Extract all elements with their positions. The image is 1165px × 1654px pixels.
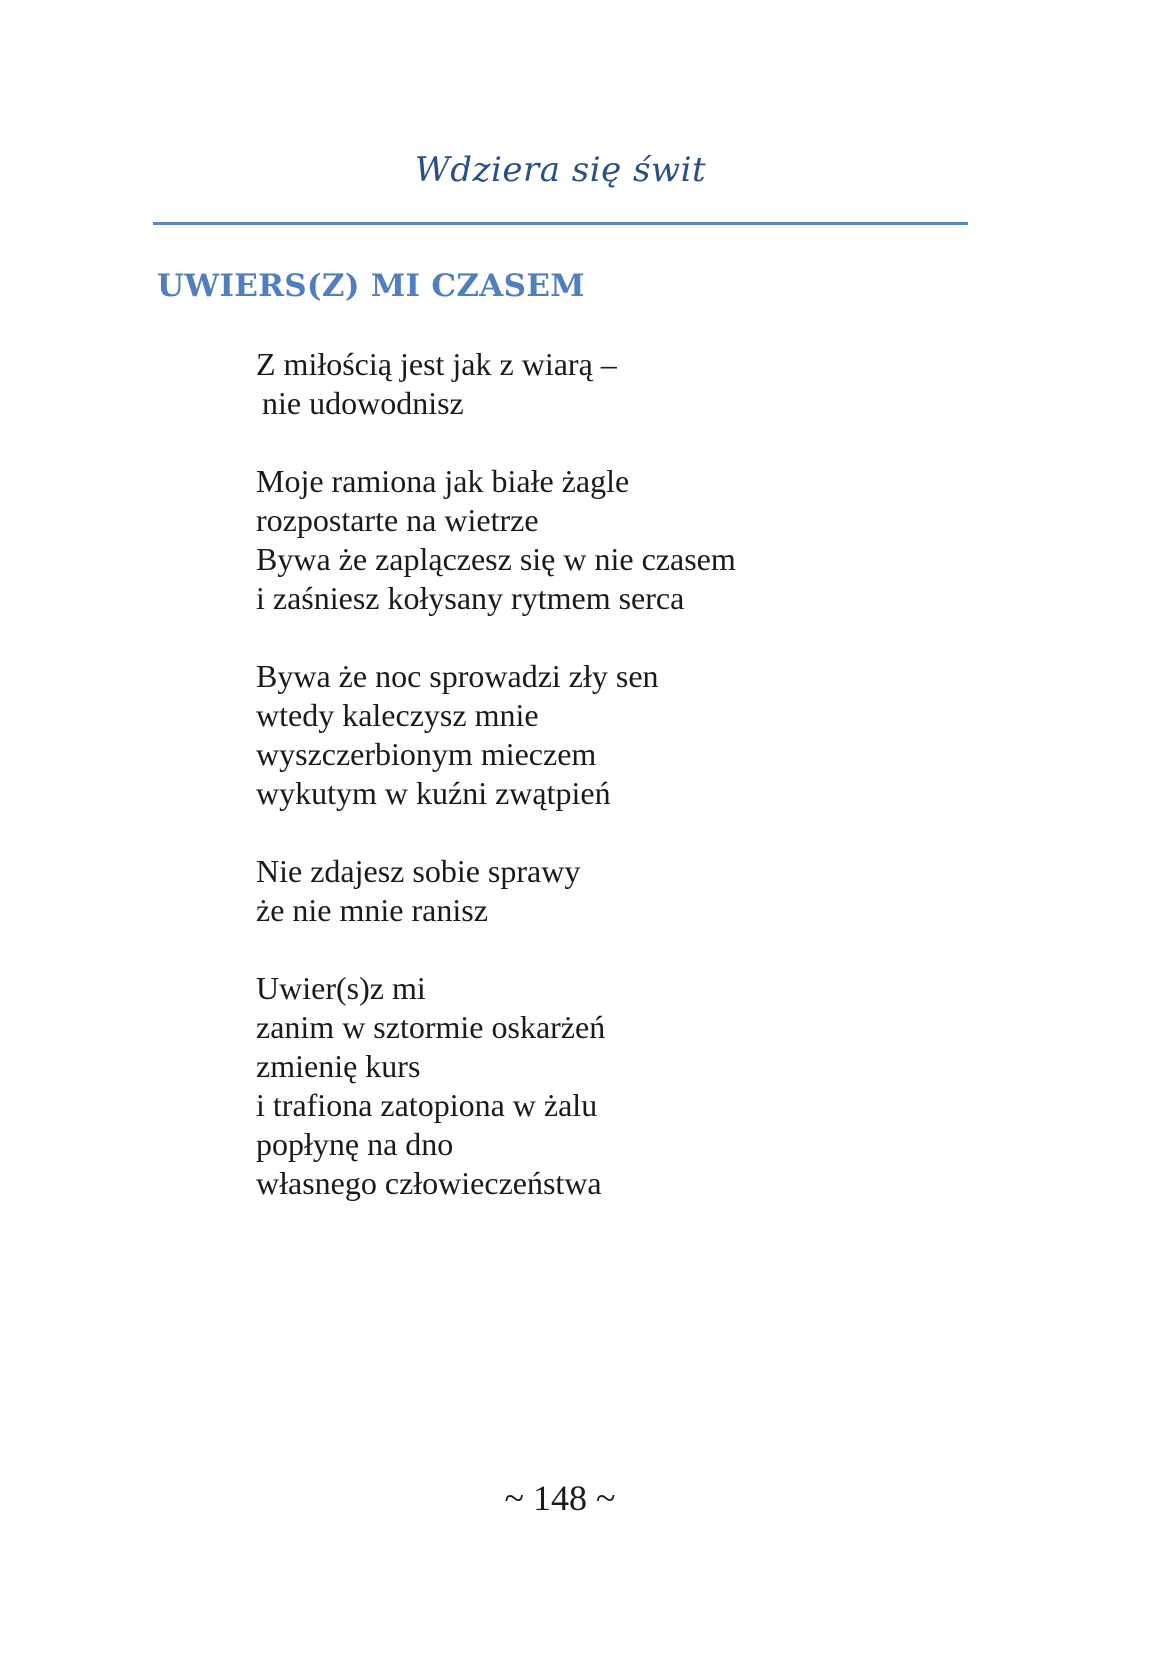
poem-line: Nie zdajesz sobie sprawy bbox=[256, 853, 581, 889]
poem-line: i zaśniesz kołysany rytmem serca bbox=[256, 580, 685, 616]
stanza bbox=[256, 462, 736, 618]
poem-line: i trafiona zatopiona w żalu bbox=[256, 1087, 598, 1123]
poem-line: zmienię kurs bbox=[256, 1048, 421, 1084]
poem-line: wtedy kaleczysz mnie bbox=[256, 697, 539, 733]
poem-line: własnego człowieczeństwa bbox=[256, 1165, 602, 1201]
page-number: ~ 148 ~ bbox=[504, 1478, 616, 1518]
poem-line: Uwier(s)z mi bbox=[256, 970, 426, 1006]
stanza bbox=[256, 345, 736, 423]
poem-line: zanim w sztormie oskarżeń bbox=[256, 1009, 606, 1045]
poem-line: że nie mnie ranisz bbox=[256, 892, 488, 928]
poem-line: Bywa że zaplączesz się w nie czasem bbox=[256, 541, 736, 577]
poem-line: wykutym w kuźni zwątpień bbox=[256, 775, 611, 811]
poem-title: UWIERS(Z) MI CZASEM bbox=[157, 268, 585, 304]
poem-line: Bywa że noc sprowadzi zły sen bbox=[256, 658, 659, 694]
poem-line: Z miłością jest jak z wiarą – bbox=[256, 346, 617, 382]
stanza bbox=[256, 969, 736, 1203]
header-divider bbox=[153, 222, 968, 225]
stanza bbox=[256, 852, 736, 930]
poem-line: rozpostarte na wietrze bbox=[256, 502, 539, 538]
poem-line: nie udowodnisz bbox=[262, 385, 464, 421]
poem-body bbox=[256, 345, 736, 1203]
poem-line: wyszczerbionym mieczem bbox=[256, 736, 597, 772]
poem-line: Moje ramiona jak białe żagle bbox=[256, 463, 630, 499]
poem-line: popłynę na dno bbox=[256, 1126, 454, 1162]
stanza bbox=[256, 657, 736, 813]
running-header-title: Wdziera się świt bbox=[414, 150, 707, 190]
